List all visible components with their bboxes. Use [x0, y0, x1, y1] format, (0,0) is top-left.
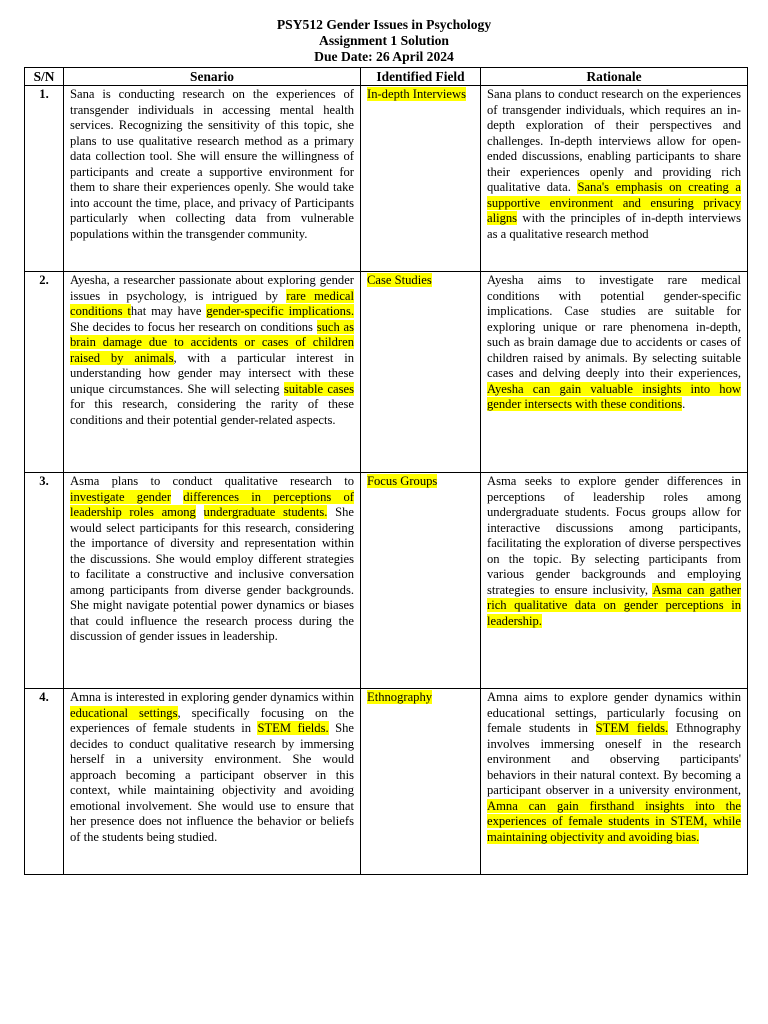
row-number: 4. — [25, 689, 64, 875]
highlighted-text: Asma can gather rich qualitative data on gender perceptions in leadership. — [487, 582, 742, 628]
highlighted-text: Ayesha can gain valuable insights into how gender intersects with these conditions — [487, 381, 741, 411]
highlighted-text: Case Studies — [367, 273, 432, 287]
highlighted-text: differences in perceptions of leadership roles among — [70, 489, 354, 519]
scenario-cell — [64, 473, 361, 689]
due-date: Due Date: 26 April 2024 — [314, 49, 454, 64]
identified-field-cell — [361, 272, 481, 473]
cell-text: for this research, considering the rarity of these conditions and their potential gender-related aspects. — [70, 397, 354, 427]
table-row — [25, 272, 748, 473]
cell-text: Sana plans to conduct research on the experiences of transgender individuals, which requires an in-depth exploration of their perspectives and challenges. In-depth interviews allow for open-ended discussions, enabling participants to share their experiences openly and providing rich qualitative data. — [487, 87, 741, 194]
rationale-cell — [481, 272, 748, 473]
cell-text: Asma plans to conduct qualitative research to — [70, 474, 354, 488]
table-row — [25, 86, 748, 272]
cell-text: with the principles of in-depth interviews as a qualitative research method — [487, 211, 741, 241]
cell-text: . — [682, 397, 686, 411]
rationale-cell — [481, 86, 748, 272]
highlighted-text: STEM fields. — [595, 721, 669, 735]
cell-text: Asma seeks to explore gender differences in perceptions of leadership roles among undergraduate students. Focus groups allow for interactive discussions among participants, facilitating the exploration of diverse perspectives on the topic. By selecting participants from various gender backgrounds and employing strategies to ensure inclusivity, — [487, 474, 741, 597]
cell-text: She decides to focus her research on conditions — [70, 319, 317, 334]
rationale-cell — [481, 689, 748, 875]
cell-text: hat may have — [130, 304, 207, 318]
scenario-cell — [64, 86, 361, 272]
cell-text — [171, 490, 183, 504]
highlighted-text: rare medical conditions t — [70, 288, 354, 318]
highlighted-text: investigate gender — [70, 489, 172, 504]
scenario-cell — [64, 272, 361, 473]
table-row — [25, 473, 748, 689]
highlighted-text: undergraduate students. — [203, 505, 328, 519]
header-identified-field: Identified Field — [361, 68, 481, 86]
cell-text: Ayesha aims to investigate rare medical conditions with potential gender-specific implications. Case studies are suitable for exploring unique or rare phenomena in-depth, such as brain damage due to accidents or cases of children raised by animals. By selecting suitable cases and delving deeply into their experiences, — [487, 273, 741, 380]
highlighted-text: Focus Groups — [367, 474, 438, 488]
cell-text: Ayesha, a researcher passionate about exploring gender issues in psychology, is intrigued by — [70, 273, 354, 303]
highlighted-text: In-depth Interviews — [367, 87, 466, 101]
highlighted-text: gender-specific implications. — [206, 304, 354, 318]
identified-field-cell — [361, 689, 481, 875]
cell-text: Sana is conducting research on the experiences of transgender individuals in accessing mental health services. Recognizing the sensitivity of this topic, she plans to use qualitative research method as a primary data collection tool. She will ensure the willingness of participants and create a supportive environment for them to share their experiences openly. She would take into account the time, place, and privacy of Participants particularly when collecting data from vulnerable populations within the transgender community. — [70, 87, 354, 241]
highlighted-text: such as brain damage due to accidents or cases of children raised by animals — [70, 319, 354, 365]
highlighted-text: Ethnography — [367, 690, 433, 704]
scenario-cell — [64, 689, 361, 875]
table-row — [25, 689, 748, 875]
highlighted-text: educational settings — [70, 705, 178, 720]
row-number: 3. — [25, 473, 64, 689]
cell-text: She would select participants for this research, considering the importance of diversity and representation within the discussions. She would employ different strategies to facilitate a constructive and inclusive conversation among participants from diverse gender backgrounds. She might navigate potential power dynamics or biases that could influence the research process during the discussion of gender issues in leadership. — [70, 505, 354, 643]
header-rationale: Rationale — [481, 68, 748, 86]
row-number: 1. — [25, 86, 64, 272]
cell-text: , specifically focusing on the experiences of female students in — [70, 705, 354, 735]
cell-text — [196, 505, 204, 519]
cell-text: Amna is interested in exploring gender dynamics within — [70, 690, 354, 704]
highlighted-text: STEM fields. — [257, 721, 329, 735]
table-header-row — [25, 68, 748, 86]
highlighted-text: Amna can gain firsthand insights into the experiences of female students in STEM, while maintaining objectivity and avoiding bias. — [487, 798, 741, 844]
rationale-cell — [481, 473, 748, 689]
document-header — [0, 17, 768, 65]
course-title: PSY512 Gender Issues in Psychology — [276, 17, 492, 32]
cell-text: She decides to conduct qualitative research by immersing herself in a university environment. She would approach becoming a participant observer in this context, while maintaining objectivity and avoiding emotional involvement. She would use to ensure that her presence does not influence the behavior or beliefs of the students being studied. — [70, 721, 354, 844]
header-sn: S/N — [25, 68, 64, 86]
assignment-title: Assignment 1 Solution — [319, 33, 449, 48]
assignment-table — [24, 67, 748, 875]
highlighted-text: Sana's emphasis on creating a supportive environment and ensuring privacy aligns — [487, 180, 741, 225]
row-number: 2. — [25, 272, 64, 473]
cell-text: , with a particular interest in understanding how gender may intersect with these unique circumstances. She will selecting — [70, 350, 354, 396]
cell-text: Amna aims to explore gender dynamics within educational settings, particularly focusing on female students in — [487, 690, 741, 735]
highlighted-text: suitable cases — [283, 381, 354, 396]
cell-text: Ethnography involves immersing oneself in the research environment and observing participants' behaviors in their natural context. By becoming a participant observer in a university environment, — [487, 721, 742, 797]
header-scenario: Senario — [64, 68, 361, 86]
identified-field-cell — [361, 473, 481, 689]
identified-field-cell — [361, 86, 481, 272]
